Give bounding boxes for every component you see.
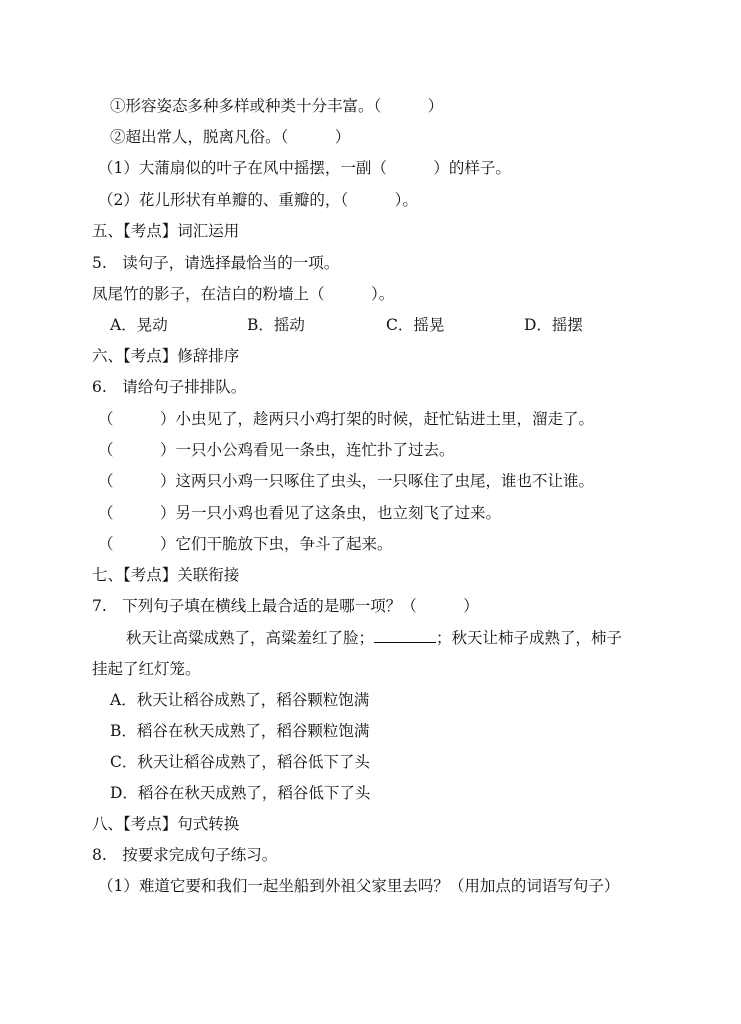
question-7-sentence-end: 挂起了红灯笼。 — [92, 660, 201, 678]
section-5-heading: 五、【考点】词汇运用 — [92, 222, 240, 240]
definition-2: ②超出常人，脱离凡俗。（ ） — [110, 128, 351, 146]
q7-option-c[interactable]: C．秋天让稻谷成熟了，稻谷低下了头 — [110, 753, 370, 771]
question-5-sentence: 凤尾竹的影子，在洁白的粉墙上（ ）。 — [92, 285, 395, 303]
q7-option-d[interactable]: D．稻谷在秋天成熟了，稻谷低下了头 — [110, 784, 371, 802]
q5-option-c[interactable]: C．摇晃 — [386, 316, 445, 334]
section-6-heading: 六、【考点】修辞排序 — [92, 347, 240, 365]
definition-1: ①形容姿态多种多样或种类十分丰富。（ ） — [110, 97, 444, 115]
q5-option-d[interactable]: D．摇摆 — [524, 316, 583, 334]
question-8-item-1: （1）难道它要和我们一起坐船到外祖父家里去吗？（用加点的词语写句子） — [98, 877, 620, 895]
order-sentence-2: （ ）一只小公鸡看见一条虫，连忙扑了过去。 — [98, 441, 455, 459]
question-7: 7. 下列句子填在横线上最合适的是哪一项？（ ） — [92, 597, 479, 615]
q5-option-a[interactable]: A．晃动 — [110, 316, 168, 334]
q7-option-b[interactable]: B．稻谷在秋天成熟了，稻谷颗粒饱满 — [110, 722, 370, 740]
q7-answer-blank — [374, 628, 436, 643]
q7-sentence-part-b: ；秋天让柿子成熟了，柿子 — [436, 629, 623, 647]
question-5: 5. 读句子，请选择最恰当的一项。 — [92, 254, 340, 272]
order-sentence-4: （ ）另一只小鸡也看见了这条虫，也立刻飞了过来。 — [98, 504, 502, 522]
section-8-heading: 八、【考点】句式转换 — [92, 815, 240, 833]
section-7-heading: 七、【考点】关联衔接 — [92, 566, 240, 584]
question-7-sentence — [126, 628, 622, 648]
order-sentence-5: （ ）它们干脆放下虫，争斗了起来。 — [98, 535, 393, 553]
question-6: 6. 请给句子排排队。 — [92, 378, 247, 396]
fill-sentence-2: （2）花儿形状有单瓣的、重瓣的，（ ）。 — [98, 191, 418, 209]
q7-option-a[interactable]: A．秋天让稻谷成熟了，稻谷颗粒饱满 — [110, 691, 370, 709]
q5-option-b[interactable]: B．摇动 — [247, 316, 305, 334]
order-sentence-3: （ ）这两只小鸡一只啄住了虫头，一只啄住了虫尾，谁也不让谁。 — [98, 472, 595, 490]
question-8: 8. 按要求完成句子练习。 — [92, 846, 278, 864]
order-sentence-1: （ ）小虫见了，趁两只小鸡打架的时候，赶忙钻进土里，溜走了。 — [98, 410, 595, 428]
fill-sentence-1: （1）大蒲扇似的叶子在风中摇摆，一副（ ）的样子。 — [98, 159, 511, 177]
q7-sentence-part-a: 秋天让高粱成熟了，高粱羞红了脸； — [126, 629, 375, 647]
